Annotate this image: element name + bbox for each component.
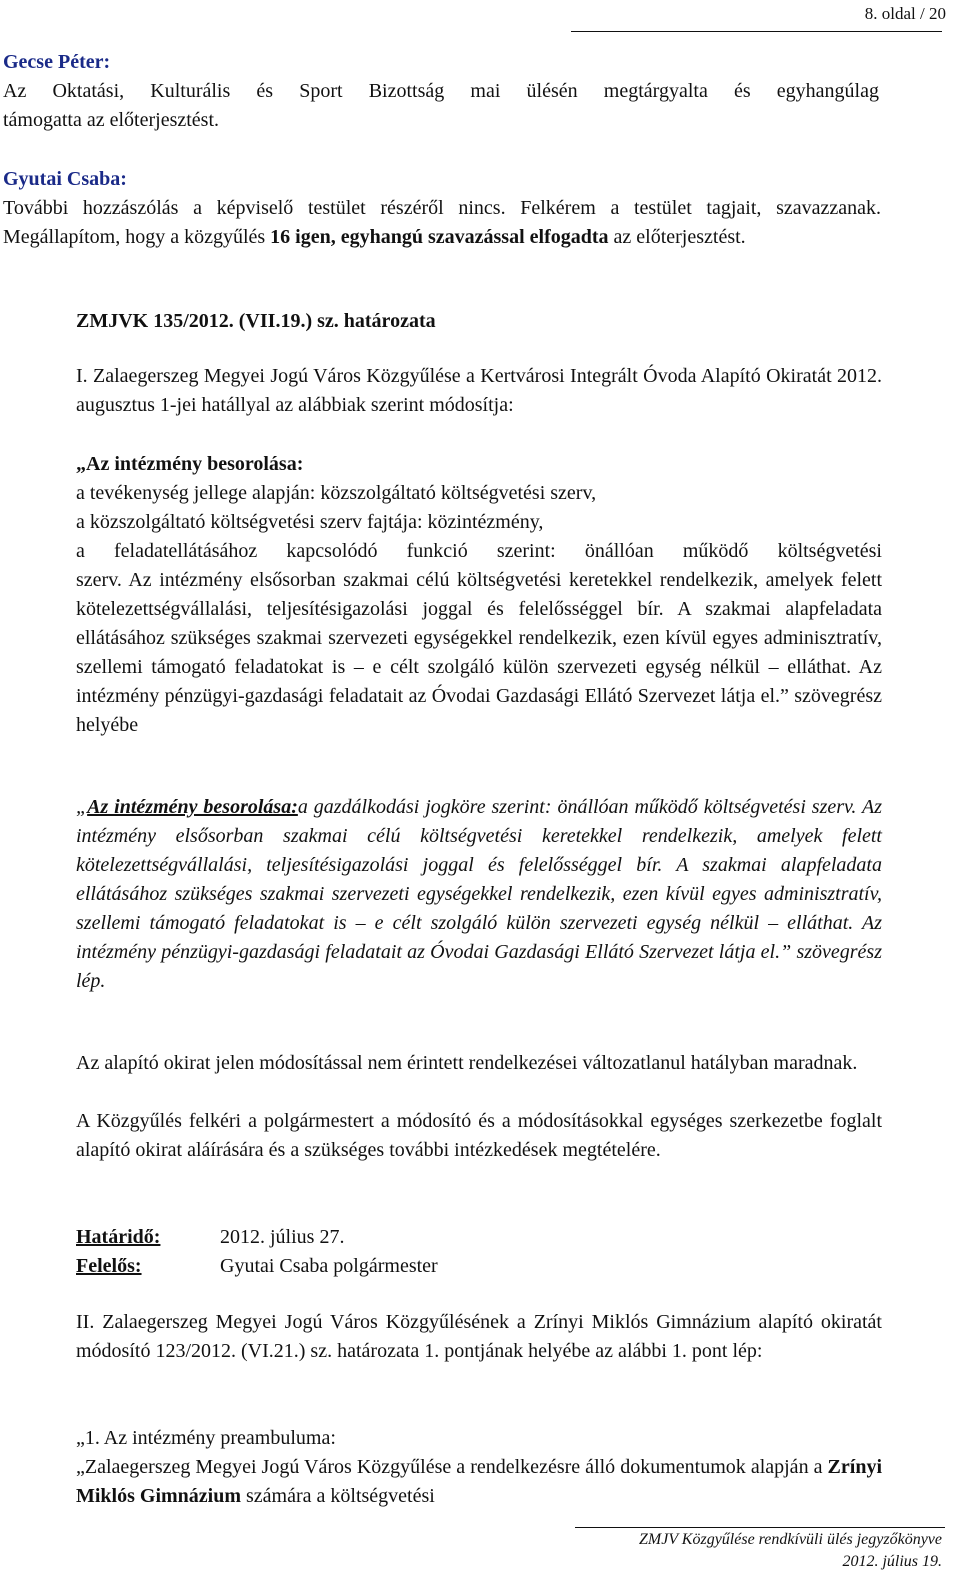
point2-quote-body: [76, 1453, 882, 1511]
responsible-value: Gyutai Csaba polgármester: [220, 1255, 438, 1277]
deadline-value: 2012. július 27.: [220, 1226, 345, 1248]
footer-rule: [575, 1527, 945, 1528]
quote2-body: [76, 793, 882, 996]
resolution-point2: II. Zalaegerszeg Megyei Jogú Város Közgyűlésének a Zrínyi Miklós Gimnázium alapító okiratát módosító 123/2012. (VI.21.) sz. határozata 1. pontjának helyébe az alábbi 1. pont lép:: [76, 1311, 882, 1362]
quote2-open-mark: „: [76, 796, 88, 818]
deadline-label: Határidő:: [76, 1226, 161, 1248]
quote1-line3: a feladatellátásához kapcsolódó funkció szerint: önállóan működő költségvetési: [76, 540, 882, 562]
paragraph-unchanged: Az alapító okirat jelen módosítással nem érintett rendelkezései változatlanul hatályban maradnak.: [76, 1052, 858, 1074]
paragraph-committee-line1: Az Oktatási, Kulturális és Sport Bizottság mai ülésén megtárgyalta és egyhangúlag: [3, 80, 879, 102]
header-rule: [571, 31, 942, 32]
paragraph-request: A Közgyűlés felkéri a polgármestert a módosító és a módosításokkal egységes szerkezetbe foglalt alapító okirat aláírására és a szükséges további intézkedések megtételére.: [76, 1110, 882, 1161]
speaker-gyutai: Gyutai Csaba:: [3, 168, 127, 190]
paragraph-vote: [3, 194, 881, 252]
page-number: 8. oldal / 20: [864, 4, 946, 23]
vote-text-part2: az előterjesztést.: [608, 226, 746, 248]
speaker-gecse: Gecse Péter:: [3, 51, 111, 73]
footer-title: ZMJV Közgyűlése rendkívüli ülés jegyzőkönyve: [638, 1531, 942, 1548]
vote-text-part1: További hozzászólás a képviselő testület részéről nincs. Felkérem a testület tagjait, szavazzanak. Megállapítom, hogy a közgyűlés: [3, 197, 881, 248]
footer-date: 2012. július 19.: [842, 1553, 942, 1570]
quote1-heading: „Az intézmény besorolása:: [76, 453, 304, 475]
footer: [639, 1529, 942, 1573]
vote-result: 16 igen, egyhangú szavazással elfogadta: [270, 226, 609, 248]
quote1-body: szerv. Az intézmény elsősorban szakmai célú költségvetési keretekkel rendelkezik, amelyek felett kötelezettségvállalási, teljesítésigazolási joggal és felelősséggel bír. A szakmai alapfeladata ellátásához szükséges szakmai szervezeti egységekkel rendelkezik, ezen kívül egyes adminisztratív, szellemi támogató feladatokat is – e célt szolgáló külön szervezeti egység nélkül – elláthat. Az intézmény pénzügyi-gazdasági feladatait az Óvodai Gazdasági Ellátó Szervezet látja el.” szövegrész helyébe: [76, 569, 882, 736]
point2-quote-heading: „1. Az intézmény preambuluma:: [76, 1427, 336, 1449]
quote1-line2: a közszolgáltató költségvetési szerv fajtája: közintézmény,: [76, 511, 544, 533]
point2-quote-text2: számára a költségvetési: [241, 1485, 435, 1507]
responsible-label: Felelős:: [76, 1255, 142, 1277]
school-name: Zrínyi Miklós Gimnázium: [76, 1456, 882, 1507]
quote2-text: a gazdálkodási jogköre szerint: önállóan működő költségvetési szerv. Az intézmény elsősorban szakmai célú költségvetési keretekkel rendelkezik, amelyek felett kötelezettségvállalási, teljesítésigazolási joggal és felelősséggel bír. A szakmai alapfeladata ellátásához szükséges szakmai szervezeti egységekkel rendelkezik, ezen kívül egyes adminisztratív, szellemi támogató feladatokat is – e célt szolgáló külön szervezeti egység nélkül – elláthat. Az intézmény pénzügyi-gazdasági feladatait az Óvodai Gazdasági Ellátó Szervezet látja el.” szövegrész lép.: [76, 796, 882, 992]
quote1-line1: a tevékenység jellege alapján: közszolgáltató költségvetési szerv,: [76, 482, 597, 504]
point2-quote-text1: „Zalaegerszeg Megyei Jogú Város Közgyűlése a rendelkezésre álló dokumentumok alapján a: [76, 1456, 828, 1478]
resolution-title: ZMJVK 135/2012. (VII.19.) sz. határozata: [76, 310, 436, 332]
paragraph-committee-line2: támogatta az előterjesztést.: [3, 109, 220, 131]
resolution-point1-intro: I. Zalaegerszeg Megyei Jogú Város Közgyűlése a Kertvárosi Integrált Óvoda Alapító Okiratát 2012. augusztus 1-jei hatállyal az alábbiak szerint módosítja:: [76, 365, 882, 416]
quote2-heading: Az intézmény besorolása:: [87, 796, 298, 818]
